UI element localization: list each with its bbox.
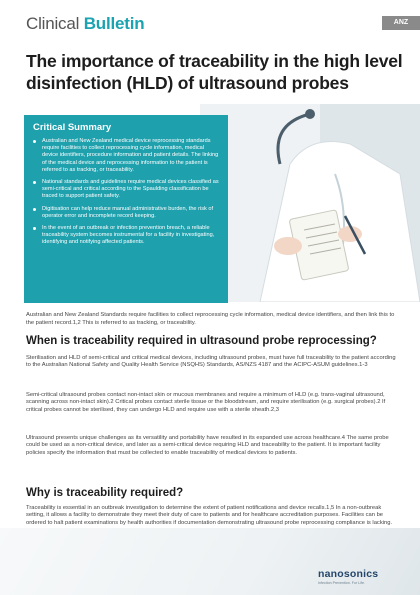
summary-bullet — [33, 179, 219, 201]
bullet-dot-icon — [33, 140, 36, 143]
bullet-dot-icon — [33, 208, 36, 211]
nanosonics-logo — [318, 568, 408, 585]
summary-bullet-text: Australian and New Zealand medical device reprocessing standards require facilities to collect reprocessing cycle information, medical device identifiers, procedure information and patient details. The linking of the medical device and reprocessing information to the patient is referred to as tracking, or traceability. — [42, 138, 219, 173]
bulletin-brand — [26, 14, 144, 34]
body-paragraph: Sterilisation and HLD of semi-critical and critical medical devices, including ultrasound probes, must have full traceability to the patient according to the Australian National Safety and Quality Health Service (NSQHS) Standards, AS/NZS 4187 and the ACIPC-ASUM guidelines.1-3 — [26, 355, 396, 369]
logo-wordmark: nanosonics — [318, 568, 379, 580]
brand-accent: Bulletin — [83, 14, 145, 33]
page-title: The importance of traceability in the high level disinfection (HLD) of ultrasound probes — [26, 51, 403, 93]
clinician-photo — [200, 104, 420, 302]
body-paragraph: Traceability is essential in an outbreak investigation to determine the extent of patient notifications and device recalls.1,5 In a non-outbreak setting, it allows a facility to demonstrate they meet their duty of care to patients and for healthcare accreditation purposes. Facilities can be ordered to halt patient examinations by health authorities if documentation demonstrating ultrasound probe reprocessing compliance is lacking. — [26, 505, 393, 526]
logo-tagline: Infection Prevention. For Life. — [318, 581, 365, 585]
summary-heading: Critical Summary — [33, 122, 112, 133]
bulletin-header — [0, 0, 420, 40]
brand-prefix: Clinical — [26, 14, 80, 33]
summary-list — [33, 138, 219, 247]
summary-bullet — [33, 225, 219, 247]
section-heading-why: Why is traceability required? — [26, 487, 184, 499]
bullet-dot-icon — [33, 227, 36, 230]
summary-bullet-text: Digitisation can help reduce manual administrative burden, the risk of operator error and incomplete record keeping. — [42, 205, 214, 219]
summary-bullet-text: In the event of an outbreak or infection prevention breach, a reliable traceability system becomes instrumental for a facility in investigating, identifying and notifying affected patients. — [42, 225, 215, 246]
critical-summary-box — [24, 115, 228, 303]
section-heading-when: When is traceability required in ultrasound probe reprocessing? — [26, 335, 377, 347]
summary-bullet — [33, 138, 219, 174]
bullet-dot-icon — [33, 181, 36, 184]
body-paragraph: Semi-critical ultrasound probes contact non-intact skin or mucous membranes and require a minimum of HLD (e.g. trans-vaginal ultrasound, scanning across non-intact skin).2 Critical probes contact sterile tissue or the bloodstream, and require sterilisation (e.g. surgical probes).2 If critical probes cannot be sterilised, they can undergo HLD and require use with a sterile sheath.2,3 — [26, 392, 386, 413]
intro-paragraph: Australian and New Zealand Standards require facilities to collect reprocessing cycle information, medical device identifiers, and then link this to the patient record.1,2 This is referred to as tracking, or traceability. — [26, 312, 395, 326]
body-paragraph: Ultrasound presents unique challenges as its versatility and portability have resulted in its expanded use across healthcare.4 The same probe could be used as a non-critical device, and later as a semi-critical device requiring HLD and traceability to the patient. It is important facility policies specify the information that must be collected to enable traceability of medical devices to patients. — [26, 435, 389, 456]
summary-bullet-text: National standards and guidelines require medical devices classified as semi-critical and critical according to the Spaulding classification be traced to support patient safety. — [42, 179, 219, 200]
region-badge: ANZ — [382, 16, 420, 30]
clinician-illustration — [200, 104, 420, 302]
summary-bullet — [33, 206, 219, 220]
